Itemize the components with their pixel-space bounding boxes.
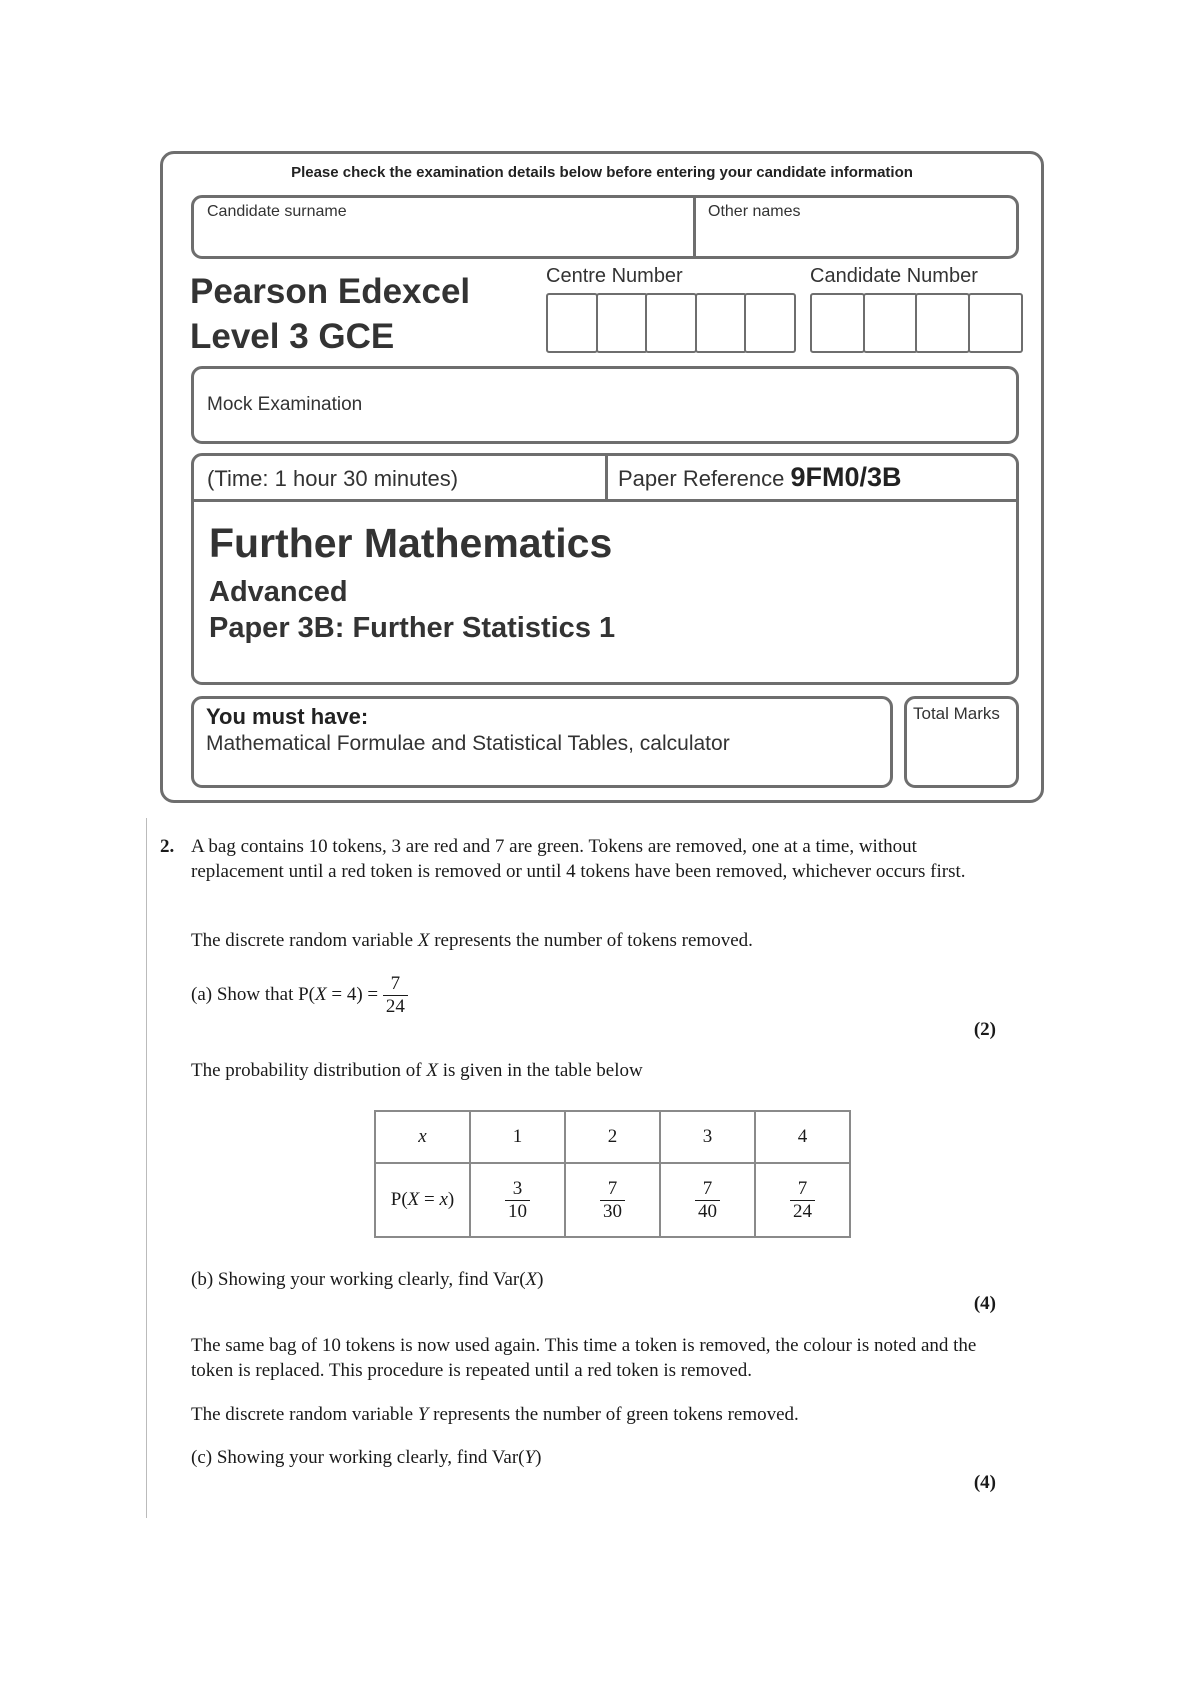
board-level: Level 3 GCE (190, 317, 395, 356)
part-a-marks: (2) (973, 1019, 996, 1040)
part-a (191, 972, 981, 1018)
table-row (375, 1111, 850, 1163)
part-b (191, 1267, 981, 1292)
distribution-intro (191, 1058, 981, 1083)
centre-digit-2[interactable] (596, 293, 648, 353)
x-definition (191, 928, 981, 953)
table-cell (470, 1163, 565, 1237)
part-a-num: 7 (390, 973, 401, 995)
must-have-heading: You must have: (206, 704, 369, 729)
table-cell: 4 (755, 1111, 850, 1163)
candidate-number-label: Candidate Number (810, 265, 978, 287)
candidate-digit-2[interactable] (863, 293, 918, 353)
x-def-post: represents the number of tokens removed. (429, 930, 753, 951)
table-cell: 2 (565, 1111, 660, 1163)
title-area (194, 502, 1016, 682)
centre-digit-1[interactable] (546, 293, 598, 353)
exam-board (190, 269, 470, 359)
part-a-var: X (315, 984, 327, 1005)
dist-post: is given in the table below (437, 1060, 643, 1081)
prob-h-pre: P( (390, 1189, 408, 1210)
exam-type: Mock Examination (207, 394, 363, 415)
y-definition (191, 1402, 981, 1427)
part-c (191, 1445, 981, 1470)
paper-reference-label: Paper Reference (618, 466, 785, 491)
prob-den: 10 (505, 1200, 530, 1223)
part-c-var: Y (524, 1447, 536, 1468)
total-marks-box[interactable] (904, 696, 1019, 788)
part-b-var: X (525, 1269, 538, 1290)
prob-h-post: ) (447, 1189, 455, 1210)
candidate-surname-label: Candidate surname (207, 203, 347, 220)
prob-num: 3 (512, 1177, 523, 1199)
candidate-digit-1[interactable] (810, 293, 865, 353)
centre-digit-3[interactable] (645, 293, 697, 353)
check-note: Please check the examination details below before entering your candidate information (291, 164, 913, 181)
table-header-prob (375, 1163, 470, 1237)
prob-h-var2: x (439, 1189, 448, 1210)
candidate-digit-4[interactable] (968, 293, 1023, 353)
total-marks-label: Total Marks (913, 704, 1000, 723)
x-header: x (418, 1126, 427, 1147)
part-b-pre: (b) Showing your working clearly, find Var( (191, 1269, 526, 1290)
question-number: 2. (160, 836, 175, 857)
paper-reference-code: 9FM0/3B (790, 462, 902, 492)
exam-time: (Time: 1 hour 30 minutes) (207, 466, 459, 491)
part-b-marks: (4) (973, 1293, 996, 1314)
question-intro: A bag contains 10 tokens, 3 are red and 7 are green. Tokens are removed, one at a time, without replacement until a red token is removed or until 4 tokens have been removed, whichever occurs first. (191, 836, 966, 882)
prob-num: 7 (797, 1177, 808, 1199)
replacement-text: The same bag of 10 tokens is now used again. This time a token is removed, the colour is noted and the token is replaced. This procedure is repeated until a red token is removed. (191, 1335, 977, 1381)
centre-digit-5[interactable] (744, 293, 796, 353)
part-a-post: = 4) = (326, 984, 383, 1005)
x-def-pre: The discrete random variable (191, 930, 418, 951)
exam-type-box (191, 366, 1019, 444)
must-have-items: Mathematical Formulae and Statistical Tables, calculator (206, 732, 730, 755)
y-def-post: represents the number of green tokens removed. (428, 1404, 799, 1425)
table-row (375, 1163, 850, 1237)
y-def-var: Y (417, 1404, 429, 1425)
must-have-box (191, 696, 893, 788)
subject-level: Advanced (209, 576, 348, 608)
centre-number-boxes (546, 293, 794, 353)
table-cell (565, 1163, 660, 1237)
name-divider (693, 198, 696, 256)
prob-den: 30 (600, 1200, 625, 1223)
centre-digit-4[interactable] (695, 293, 747, 353)
centre-number-label: Centre Number (546, 265, 683, 287)
candidate-number-boxes (810, 293, 1020, 353)
subject-title: Further Mathematics (209, 520, 613, 566)
prob-fraction (695, 1178, 720, 1223)
other-names-field[interactable] (697, 224, 1011, 254)
paper-title: Paper 3B: Further Statistics 1 (209, 612, 616, 644)
part-c-marks: (4) (973, 1472, 996, 1493)
prob-num: 7 (702, 1177, 713, 1199)
part-c-pre: (c) Showing your working clearly, find Var( (191, 1447, 525, 1468)
table-header-x (375, 1111, 470, 1163)
prob-fraction (790, 1178, 815, 1223)
prob-num: 7 (607, 1177, 618, 1199)
part-a-pre: (a) Show that P( (191, 984, 316, 1005)
prob-h-mid: = (419, 1189, 440, 1210)
table-cell (755, 1163, 850, 1237)
x-def-var: X (417, 930, 430, 951)
prob-h-var1: X (407, 1189, 420, 1210)
part-b-post: ) (537, 1269, 544, 1290)
table-cell: 3 (660, 1111, 755, 1163)
prob-fraction (505, 1178, 530, 1223)
dist-pre: The probability distribution of (191, 1060, 427, 1081)
paper-reference (618, 462, 902, 493)
other-names-label: Other names (708, 203, 801, 220)
y-def-pre: The discrete random variable (191, 1404, 418, 1425)
time-divider (605, 456, 608, 500)
prob-fraction (600, 1178, 625, 1223)
probability-table (374, 1110, 851, 1238)
candidate-digit-3[interactable] (915, 293, 970, 353)
prob-den: 24 (790, 1200, 815, 1223)
cover-sheet (160, 151, 1044, 803)
candidate-surname-field[interactable] (197, 224, 687, 254)
board-name: Pearson Edexcel (190, 272, 471, 311)
margin-rule (146, 818, 147, 1518)
part-a-den: 24 (383, 995, 408, 1018)
part-c-post: ) (535, 1447, 542, 1468)
paper-details-box (191, 453, 1019, 685)
part-a-fraction (383, 973, 408, 1018)
table-cell: 1 (470, 1111, 565, 1163)
prob-den: 40 (695, 1200, 720, 1223)
dist-var: X (426, 1060, 438, 1081)
table-cell (660, 1163, 755, 1237)
